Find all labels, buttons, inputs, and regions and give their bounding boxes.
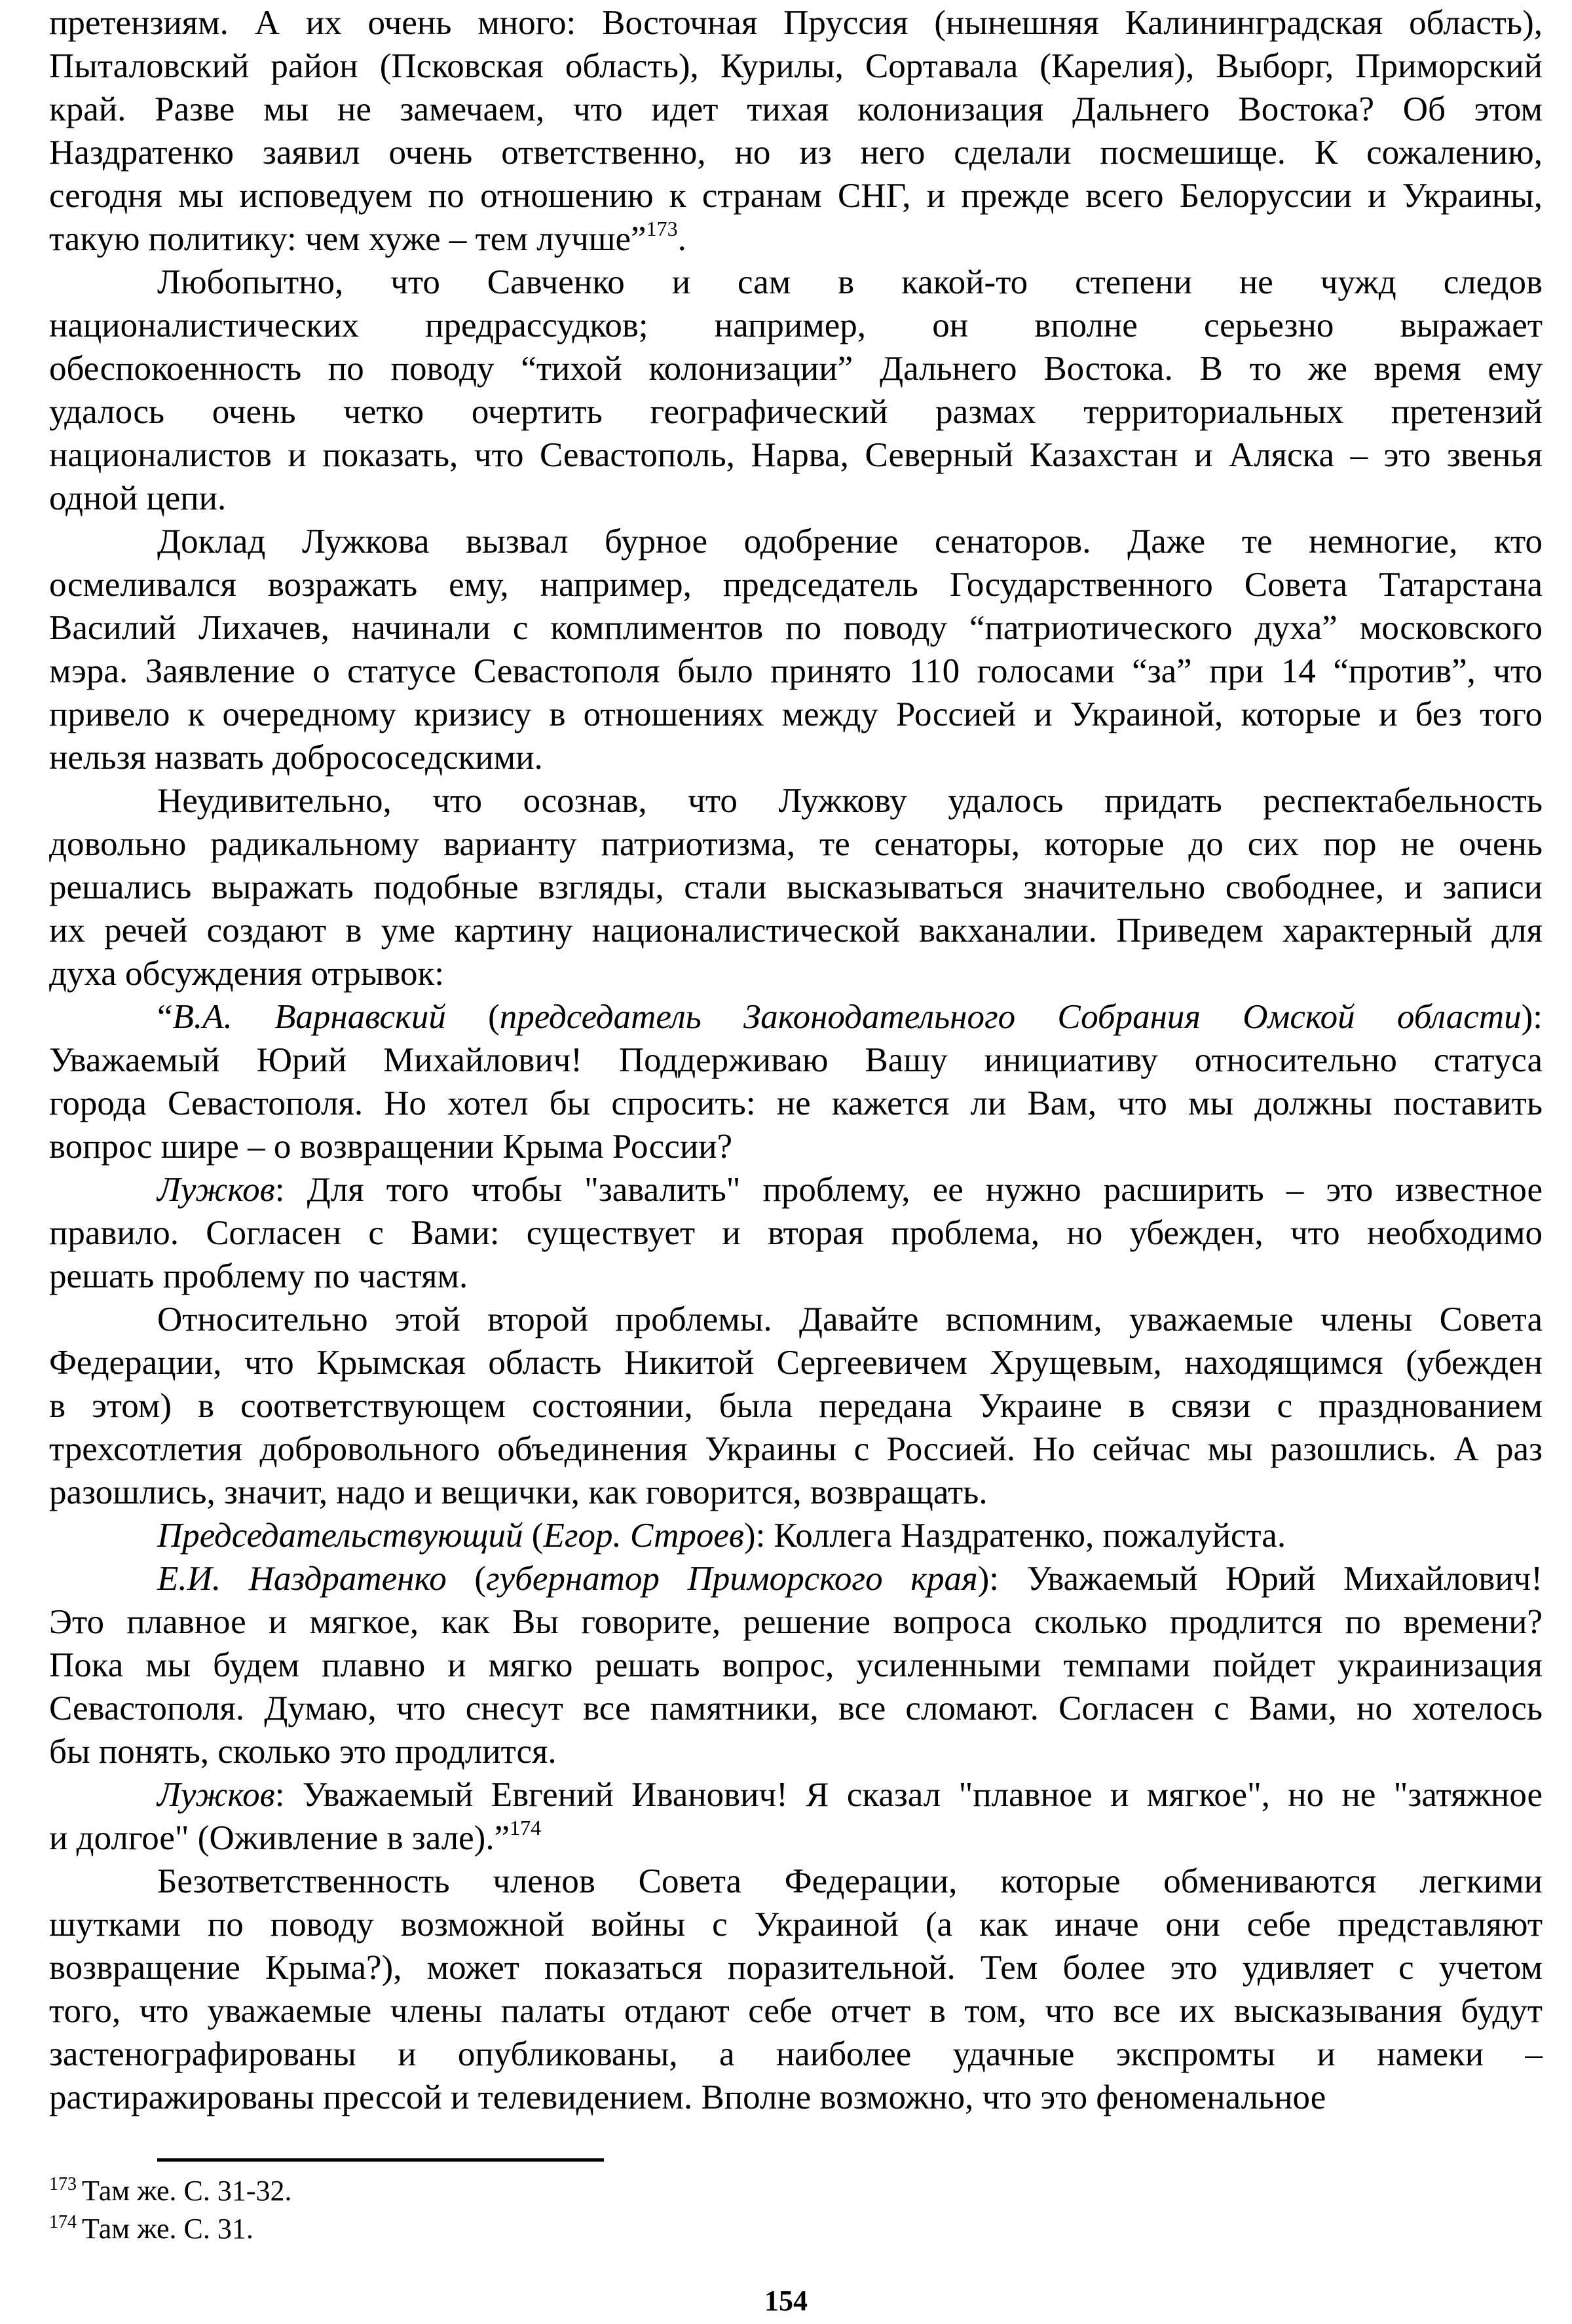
footnote-173 <box>49 2173 292 2209</box>
text-run: ): Уважаемый Юрий Михайлович! <box>977 1560 1543 1598</box>
paragraph <box>49 1557 1543 1773</box>
text-run: Наздратенко заявил очень ответственно, но из него сделали посмешище. К сожалению, <box>49 134 1543 172</box>
text-run: Пыталовский район (Псковская область), Курилы, Сортавала (Карелия), Выборг, Приморский <box>49 47 1543 85</box>
text-run: : Уважаемый Евгений Иванович! Я сказал "плавное и мягкое", но не "затяжное <box>274 1776 1543 1814</box>
text-run: осмеливался возражать ему, например, председатель Государственного Совета Татарстана <box>49 566 1543 604</box>
text-line <box>49 1428 1543 1471</box>
paragraph <box>49 1773 1543 1860</box>
footnote-separator <box>157 2158 604 2162</box>
text-run: Безответственность членов Совета Федерации, которые обмениваются легкими <box>157 1862 1543 1900</box>
text-run: духа обсуждения отрывок: <box>49 955 444 993</box>
text-line <box>49 1211 1543 1255</box>
footnote-reference: 174 <box>510 1816 542 1839</box>
text-line <box>49 304 1543 347</box>
text-run: довольно радикальному варианту патриотизма, те сенаторы, которые до сих пор не очень <box>49 825 1543 863</box>
text-line <box>49 1384 1543 1428</box>
paragraph <box>49 779 1543 995</box>
text-line <box>49 1341 1543 1384</box>
italic-text-run: Председательствующий <box>157 1517 523 1555</box>
text-run: : Для того чтобы "завалить" проблему, ее нужно расширить – это известное <box>274 1171 1543 1209</box>
paragraph <box>49 1 1543 261</box>
text-run: Пока мы будем плавно и мягко решать вопрос, усиленными темпами пойдет украинизация <box>49 1646 1543 1684</box>
text-run: удалось очень четко очертить географический размах территориальных претензий <box>49 393 1543 431</box>
text-run: привело к очередному кризису в отношениях между Россией и Украиной, которые и без того <box>49 695 1543 733</box>
italic-text-run: Е.И. Наздратенко <box>157 1560 447 1598</box>
italic-text-run: В.А. Варнавский <box>172 998 446 1036</box>
text-line <box>49 131 1543 174</box>
text-line <box>49 390 1543 433</box>
text-run: вопрос шире – о возвращении Крыма России? <box>49 1128 733 1166</box>
text-line <box>49 45 1543 88</box>
text-run: бы понять, сколько это продлится. <box>49 1733 557 1771</box>
text-line <box>49 2076 1543 2119</box>
text-line <box>49 1514 1543 1557</box>
paragraph <box>49 1168 1543 1298</box>
text-line <box>49 650 1543 693</box>
italic-text-run: Лужков <box>157 1776 275 1814</box>
text-run: ( <box>523 1517 544 1555</box>
page-number: 154 <box>764 2285 808 2317</box>
text-line <box>49 88 1543 131</box>
text-line <box>49 822 1543 866</box>
text-line <box>49 563 1543 606</box>
text-run: такую политику: чем хуже – тем лучше” <box>49 220 646 258</box>
italic-text-run: председатель Законодательного Собрания Омской области <box>499 998 1522 1036</box>
text-line <box>49 995 1543 1039</box>
text-line <box>49 1039 1543 1082</box>
text-line <box>49 520 1543 563</box>
text-run: . <box>677 220 686 258</box>
text-line <box>49 736 1543 779</box>
text-line <box>49 1298 1543 1341</box>
text-run: застенографированы и опубликованы, а наиболее удачные экспромты и намеки – <box>49 2035 1543 2073</box>
text-run: “ <box>157 998 173 1036</box>
footnote-174 <box>49 2211 253 2247</box>
text-run: мэра. Заявление о статусе Севастополя было принято 110 голосами “за” при 14 “против”, что <box>49 652 1543 690</box>
footnote-text: Там же. С. 31. <box>82 2213 253 2245</box>
text-run: националистов и показать, что Севастополь, Нарва, Северный Казахстан и Аляска – это звенья <box>49 436 1543 474</box>
paragraph <box>49 1860 1543 2119</box>
text-run: одной цепи. <box>49 479 227 517</box>
text-line <box>49 2033 1543 2076</box>
text-line <box>49 1773 1543 1817</box>
text-line <box>49 1946 1543 1989</box>
text-run: Федерации, что Крымская область Никитой Сергеевичем Хрущевым, находящимся (убежден <box>49 1344 1543 1382</box>
text-run: край. Разве мы не замечаем, что идет тихая колонизация Дальнего Востока? Об этом <box>49 90 1543 128</box>
text-run: Это плавное и мягкое, как Вы говорите, решение вопроса сколько продлится по времени? <box>49 1603 1543 1641</box>
text-line <box>49 1730 1543 1773</box>
text-run: решались выражать подобные взгляды, стали высказываться значительно свободнее, и записи <box>49 868 1543 906</box>
text-run: ( <box>445 998 500 1036</box>
text-run: сегодня мы исповедуем по отношению к странам СНГ, и прежде всего Белоруссии и Украины, <box>49 177 1543 215</box>
text-run: ): <box>1521 998 1543 1036</box>
text-line <box>49 347 1543 390</box>
text-run: возвращение Крыма?), может показаться поразительной. Тем более это удивляет с учетом <box>49 1949 1543 1987</box>
text-line <box>49 1082 1543 1125</box>
text-line <box>49 1471 1543 1514</box>
footnote-number: 174 <box>49 2212 77 2232</box>
text-run: их речей создают в уме картину националистической вакханалии. Приведем характерный для <box>49 912 1543 950</box>
italic-text-run: Егор. Строев <box>543 1517 744 1555</box>
text-run: того, что уважаемые члены палаты отдают себе отчет в том, что все их высказывания будут <box>49 1992 1543 2030</box>
text-run: шутками по поводу возможной войны с Украиной (а как иначе они себе представляют <box>49 1906 1543 1944</box>
text-run: ( <box>446 1560 486 1598</box>
text-run: Доклад Лужкова вызвал бурное одобрение сенаторов. Даже те немногие, кто <box>157 523 1543 561</box>
text-run: претензиям. А их очень много: Восточная Пруссия (нынешняя Калининградская область), <box>49 4 1543 42</box>
text-line <box>49 606 1543 650</box>
text-line <box>49 1903 1543 1946</box>
text-line <box>49 433 1543 477</box>
text-line <box>49 779 1543 822</box>
text-line <box>49 693 1543 736</box>
text-run: города Севастополя. Но хотел бы спросить: не кажется ли Вам, что мы должны поставить <box>49 1084 1543 1122</box>
paragraph <box>49 1298 1543 1514</box>
text-run: растиражированы прессой и телевидением. Вполне возможно, что это феноменальное <box>49 2078 1326 2116</box>
text-run: Севастополя. Думаю, что снесут все памятники, все сломают. Согласен с Вами, но хотелось <box>49 1689 1543 1727</box>
text-line <box>49 477 1543 520</box>
italic-text-run: Лужков <box>157 1171 275 1209</box>
text-line <box>49 1687 1543 1730</box>
footnote-text: Там же. С. 31-32. <box>82 2175 292 2207</box>
paragraph <box>49 520 1543 779</box>
footnote-reference: 173 <box>646 217 678 240</box>
text-run: Неудивительно, что осознав, что Лужкову удалось придать респектабельность <box>157 782 1543 820</box>
text-line <box>49 1817 1543 1860</box>
text-run: трехсотлетия добровольного объединения Украины с Россией. Но сейчас мы разошлись. А раз <box>49 1430 1543 1468</box>
text-run: разошлись, значит, надо и вещички, как говорится, возвращать. <box>49 1473 988 1511</box>
text-run: националистических предрассудков; например, он вполне серьезно выражает <box>49 306 1543 344</box>
text-line <box>49 909 1543 952</box>
text-line <box>49 1600 1543 1644</box>
text-line <box>49 1255 1543 1298</box>
paragraph <box>49 995 1543 1168</box>
text-run: Василий Лихачев, начинали с комплиментов по поводу “патриотического духа” московского <box>49 609 1543 647</box>
text-run: обеспокоенность по поводу “тихой колонизации” Дальнего Востока. В то же время ему <box>49 350 1543 388</box>
text-line <box>49 1 1543 45</box>
text-line <box>49 1644 1543 1687</box>
text-line <box>49 1125 1543 1168</box>
text-run: Уважаемый Юрий Михайлович! Поддерживаю Вашу инициативу относительно статуса <box>49 1041 1543 1079</box>
text-line <box>49 217 1543 261</box>
text-run: решать проблему по частям. <box>49 1257 468 1295</box>
text-run: нельзя назвать добрососедскими. <box>49 739 543 777</box>
text-line <box>49 1168 1543 1211</box>
text-run: ): Коллега Наздратенко, пожалуйста. <box>743 1517 1286 1555</box>
text-run: Любопытно, что Савченко и сам в какой-то степени не чужд следов <box>157 263 1543 301</box>
text-run: в этом) в соответствующем состоянии, была передана Украине в связи с празднованием <box>49 1387 1543 1425</box>
footnote-number: 173 <box>49 2174 77 2194</box>
text-run: и долгое" (Оживление в зале).” <box>49 1819 510 1857</box>
italic-text-run: губернатор Приморского края <box>485 1560 978 1598</box>
text-line <box>49 866 1543 909</box>
body-text <box>49 1 1543 2119</box>
text-line <box>49 174 1543 217</box>
text-line <box>49 1989 1543 2033</box>
text-run: правило. Согласен с Вами: существует и вторая проблема, но убежден, что необходимо <box>49 1214 1543 1252</box>
text-line <box>49 952 1543 995</box>
text-line <box>49 1860 1543 1903</box>
text-run: Относительно этой второй проблемы. Давайте вспомним, уважаемые члены Совета <box>157 1300 1543 1338</box>
paragraph <box>49 261 1543 520</box>
text-line <box>49 261 1543 304</box>
text-line <box>49 1557 1543 1600</box>
paragraph <box>49 1514 1543 1557</box>
